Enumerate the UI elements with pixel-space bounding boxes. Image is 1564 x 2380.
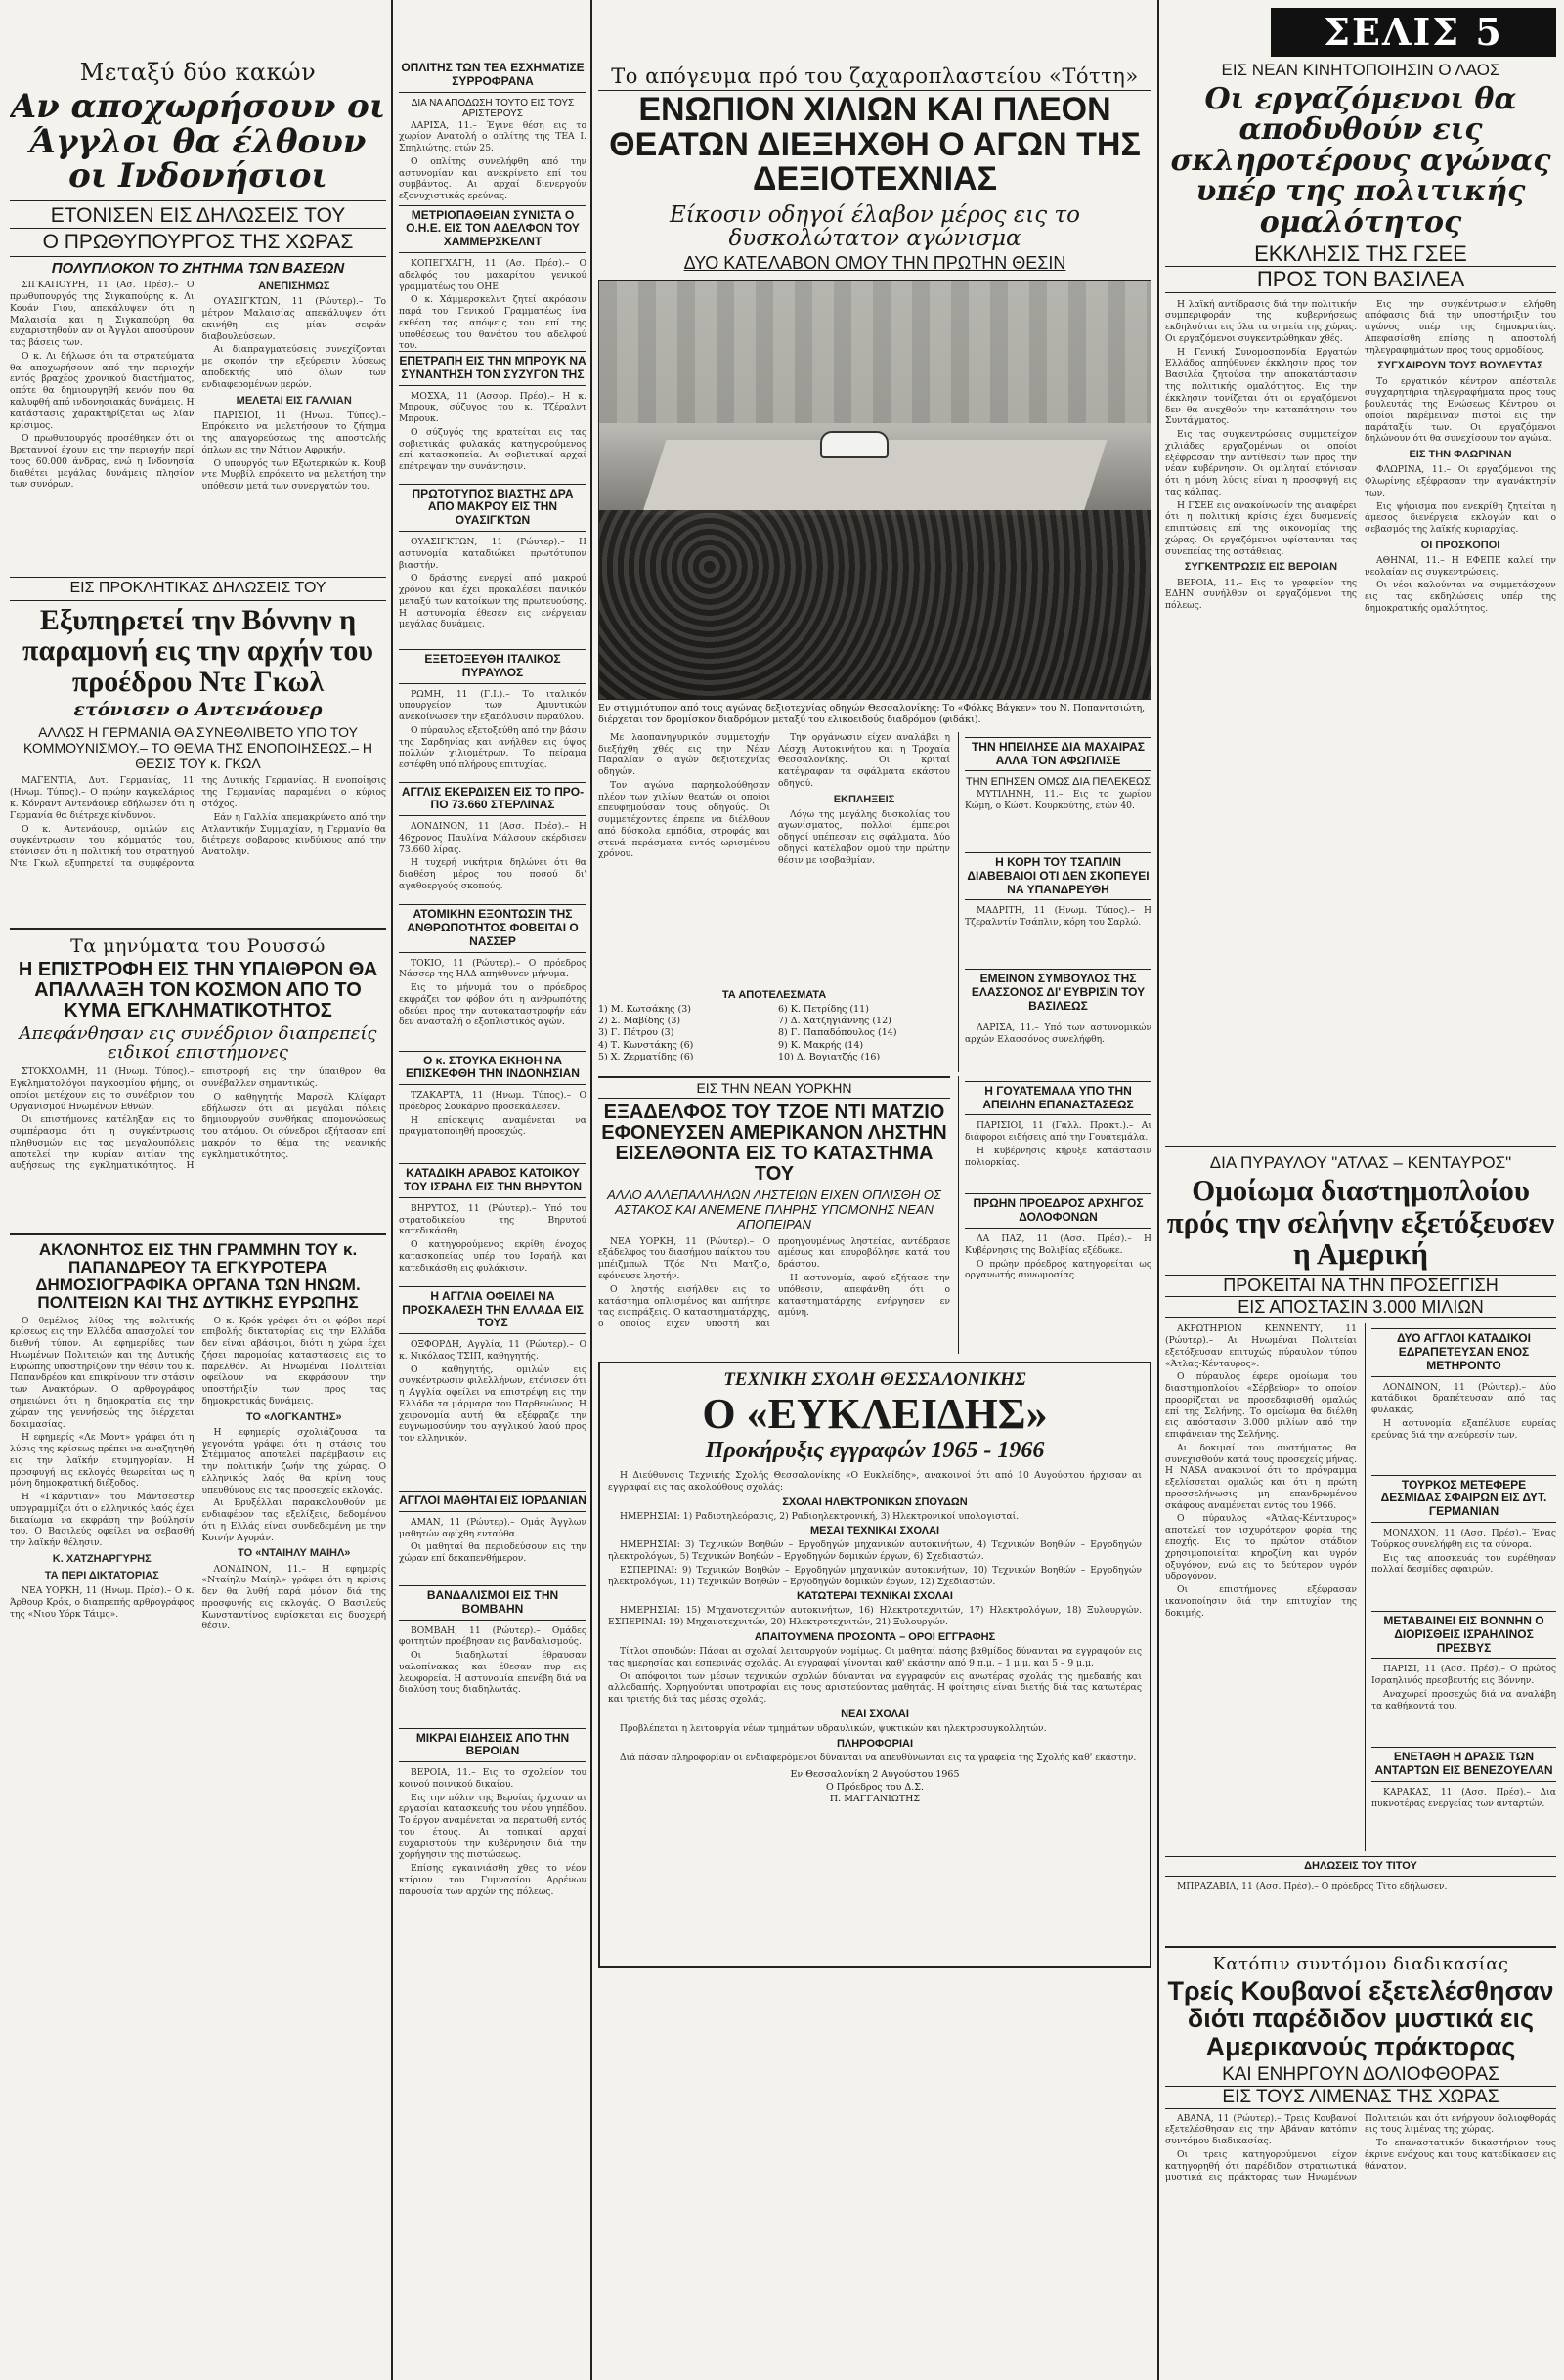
side-briefs: [958, 732, 1151, 1072]
school-section: ΠΛΗΡΟΦΟΡΙΑΙ: [836, 1737, 914, 1750]
school-advertisement: ΤΕΧΝΙΚΗ ΣΧΟΛΗ ΘΕΣΣΑΛΟΝΙΚΗΣ Ο «ΕΥΚΛΕΙΔΗΣ» Προκήρυξις εγγραφών 1965 - 1966 Η Διεύθυνσις Τεχνικής Σχολής Θεσσαλονίκης «Ο Ευκλείδης», ανακοινοί ότι από 10 Αυγούστου ήρχισαν αι εγγραφαί εις τας ακολούθους σχολάς: ΣΧΟΛΑΙ ΗΛΕΚΤΡΟΝΙΚΩΝ ΣΠΟΥΔΩΝ ΗΜΕΡΗΣΙΑΙ: 1) Ραδιοτηλεόρασις, 2) Ραδιοηλεκτρονική, 3) Ηλεκτρονικοί υπολογισταί. ΜΕΣΑΙ ΤΕΧΝΙΚΑΙ ΣΧΟΛΑΙ ΗΜΕΡΗΣΙΑΙ: 3) Τεχνικών Βοηθών – Εργοδηγών μηχανικών αυτοκινήτων, 4) Τεχνικών Βοηθών – Εργοδηγών ηλεκτρολόγων, 5) Τεχνικών Βοηθών – Εργοδηγών δομικών έργων, 6) Σχεδιαστών. ΕΣΠΕΡΙΝΑΙ: 9) Τεχνικών Βοηθών – Εργοδηγών μηχανικών αυτοκινήτων, 10) Τεχνικών Βοηθών – Εργοδηγών ηλεκτρολόγων, 11) Τεχνικών Βοηθών – Εργοδηγών δομικών έργων, 12) Σχεδιαστών. ΚΑΤΩΤΕΡΑΙ ΤΕΧΝΙΚΑΙ ΣΧΟΛΑΙ ΗΜΕΡΗΣΙΑΙ: 15) Μηχανοτεχνιτών αυτοκινήτων, 16) Ηλεκτροτεχνιτών, 17) Ηλεκτρολόγων, 18) Ξυλουργών. ΕΣΠΕΡΙΝΑΙ: 19) Μηχανοτεχνιτών, 20) Ηλεκτροτεχνιτών, 21) Ξυλουργών. ΑΠΑΙΤΟΥΜΕΝΑ ΠΡΟΣΟΝΤΑ – ΟΡΟΙ ΕΓΓΡΑΦΗΣ Τίτλοι σπουδών: Πάσαι αι σχολαί λειτουργούν νομίμως. Οι μαθηταί πάσης βαθμίδος δύνανται να εγγραφούν εις τας ημερησίας και εσπερινάς σχολάς. Αι εγγραφαί γίνονται καθ' εκάστην από 9 π.μ. – 1 μ.μ. και 5 – 9 μ.μ. Οι απόφοιτοι των μέσων τεχνικών σχολών δύνανται να εγγραφούν εις ανωτέρας σχολάς της ημεδαπής και αλλοδαπής. Χορηγούνται υποτροφίαι εις τους αριστεύοντας μαθητάς. Η φοίτησις είναι διετής διά τας κατωτέρας και τριετής διά τας μέσας σχολάς. ΝΕΑΙ ΣΧΟΛΑΙ Προβλέπεται η λειτουργία νέων τμημάτων υδραυλικών, ψυκτικών και ηλεκτροσυγκολλητών. ΠΛΗΡΟΦΟΡΙΑΙ Διά πάσαν πληροφορίαν οι ενδιαφερόμενοι δύνανται να απευθύνωνται εις τα γραφεία της Σχολής καθ' εκάστην. Εν Θεσσαλονίκη 2 Αυγούστου 1965 Ο Πρόεδρος του Δ.Σ. Π. ΜΑΓΓΑΝΙΩΤΗΣ: [598, 1362, 1151, 1968]
headline: ΑΓΓΛΟΙ ΜΑΘΗΤΑΙ ΕΙΣ ΙΟΡΔΑΝΙΑΝ: [399, 1491, 586, 1512]
subheadline: ΔΥΟ ΚΑΤΕΛΑΒΟΝ ΟΜΟΥ ΤΗΝ ΠΡΩΤΗΝ ΘΕΣΙΝ: [683, 253, 1066, 274]
headline: Ο κ. ΣΤΟΥΚΑ ΕΚΗΘΗ ΝΑ ΕΠΙΣΚΕΦΘΗ ΤΗΝ ΙΝΔΟΝΗΣΙΑΝ: [399, 1051, 586, 1086]
headline: ΕΜΕΙΝΟΝ ΣΥΜΒΟΥΛΟΣ ΤΗΣ ΕΛΑΣΣΟΝΟΣ ΔΙ' ΕΥΒΡΙΣΙΝ ΤΟΥ ΒΑΣΙΛΕΩΣ: [965, 969, 1151, 1017]
headline: ΤΗΝ ΗΠΕΙΛΗΣΕ ΔΙΑ ΜΑΧΑΙΡΑΣ ΑΛΛΑ ΤΟΝ ΑΦΩΠΛΙΣΕ: [965, 737, 1151, 772]
result-item: 10) Δ. Βογιατζής (16): [778, 1052, 881, 1063]
article-body: ΑΚΡΩΤΗΡΙΟΝ ΚΕΝΝΕΝΤΥ, 11 (Ρώυτερ).– Αι Ηνωμέναι Πολιτείαι εξετόξευσαν επιτυχώς πύραυλον τύπου «Άτλας-Κένταυρος». Ο πύραυλος έφερε ομοίωμα του διαστημοπλοίου «Σέρβεϋορ» το οποίον προορίζεται να προσεδαφισθή ομαλώς επί της Σελήνης. Το ομοίωμα θα διέλθη εις απόστασιν 3.000 μιλίων από την επιφάνειαν της Σελήνης. Αι δοκιμαί του συστήματος θα συνεχισθούν κατά τους προσεχείς μήνας. Η NASA ανακοινοί ότι το πρόγραμμα εξελίσσεται ομαλώς και ότι η πρώτη προσσελήνωσις μη επανδρωμένου σκάφους αναμένεται εντός του 1966. Ο πύραυλος «Άτλας-Κένταυρος» αποτελεί τον ισχυρότερον φορέα της εποχής. Εις το πρώτον στάδιον χρησιμοποιείται κηροζίνη και υγρόν οξυγόνον, ενώ εις το δεύτερον υγρόν υδρογόνον. Οι επιστήμονες εξέφρασαν ικανοποίησιν διά την επιτυχίαν της δοκιμής.: [1165, 1323, 1357, 1619]
results-list: [598, 1004, 950, 1072]
article-body: ΛΟΝΔΙΝΟΝ, 11 (Ρώυτερ).– Δύο κατάδικοι δραπέτευσαν από τας φυλακάς. Η αστυνομία εξαπέλυσε ευρείας ερεύνας διά την ανεύρεσίν των.: [1371, 1381, 1556, 1441]
subhead: ΑΝΕΠΙΣΗΜΩΣ: [258, 281, 330, 293]
school-section: ΝΕΑΙ ΣΧΟΛΑΙ: [841, 1708, 909, 1720]
headline: ΜΕΤΑΒΑΙΝΕΙ ΕΙΣ ΒΟΝΝΗΝ Ο ΔΙΟΡΙΣΘΕΙΣ ΙΣΡΑΗΛΙΝΟΣ ΠΡΕΣΒΥΣ: [1371, 1611, 1556, 1659]
headline: Η ΓΟΥΑΤΕΜΑΛΑ ΥΠΟ ΤΗΝ ΑΠΕΙΛΗΝ ΕΠΑΝΑΣΤΑΣΕΩΣ: [965, 1081, 1151, 1116]
dateline: ΤΖΑΚΑΡΤΑ, 11 (Ηνωμ. Τύπος).– Ο πρόεδρος Σουκάρνο προσεκάλεσεν.: [399, 1090, 586, 1112]
article-body: ΣΤΟΚΧΟΛΜΗ, 11 (Ηνωμ. Τύπος).– Εγκληματολόγοι παγκοσμίου φήμης, οι οποίοι μετέχουν εις το συνέδριον του Οργανισμού Ηνωμένων Εθνών. Οι επιστήμονες κατέληξαν εις το συμπέρασμα ότι η συγκέντρωσις πληθυσμών εις τας μεγαλουπόλεις αποτελεί την κυρίαν αιτίαν της αυξήσεως της εγκληματικότητος. Η επιστροφή εις την ύπαιθρον θα συνέβαλλεν σημαντικώς. Ο καθηγητής Μαρσέλ Κλίφαρτ εδήλωσεν ότι αι μεγάλαι πόλεις δημιουργούν συνθήκας απομονώσεως του ατόμου. Οι σύνεδροι εξήτασαν επί μακρόν το θέμα της νεανικής εγκληματικότητος.: [10, 1066, 386, 1172]
kicker: Το απόγευμα πρό του ζαχαροπλαστείου «Τόττη»: [611, 65, 1139, 88]
headline: ΑΚΛΟΝΗΤΟΣ ΕΙΣ ΤΗΝ ΓΡΑΜΜΗΝ ΤΟΥ κ. ΠΑΠΑΝΔΡΕΟΥ ΤΑ ΕΓΚΥΡΟΤΕΡΑ ΔΗΜΟΣΙΟΓΡΑΦΙΚΑ ΟΡΓΑΝΑ ΤΩΝ ΗΝΩΜ. ΠΟΛΙΤΕΙΩΝ ΚΑΙ ΤΗΣ ΔΥΤΙΚΗΣ ΕΥΡΩΠΗΣ: [35, 1240, 361, 1312]
article-body: ΜΑΔΡΙΤΗ, 11 (Ηνωμ. Τύπος).– Η Τζεραλντίν Τσάπλιν, κόρη του Σαρλώ.: [965, 905, 1151, 929]
subheadline: ΠΡΟΣ ΤΟΝ ΒΑΣΙΛΕΑ: [1165, 267, 1556, 292]
article-body: ΛΑ ΠΑΖ, 11 (Ασσ. Πρέσ).– Η Κυβέρνησις της Βολιβίας εξέδωκε. Ο πρώην πρόεδρος κατηγορείται ως οργανωτής συνωμοσίας.: [965, 1233, 1151, 1281]
result-item: 1) Μ. Κωτσάκης (3): [598, 1003, 691, 1015]
headline: ΠΡΩΤΟΤΥΠΟΣ ΒΙΑΣΤΗΣ ΔΡΑ ΑΠΟ ΜΑΚΡΟΥ ΕΙΣ ΤΗΝ ΟΥΑΣΙΓΚΤΩΝ: [399, 484, 586, 532]
school-section: ΜΕΣΑΙ ΤΕΧΝΙΚΑΙ ΣΧΟΛΑΙ: [809, 1525, 940, 1537]
subhead: ΣΥΓΧΑΙΡΟΥΝ ΤΟΥΣ ΒΟΥΛΕΥΤΑΣ: [1377, 360, 1543, 372]
dateline: ΝΕΑ ΥΟΡΚΗ, 11 (Ηνωμ. Πρέσ).– Ο κ. Άρθουρ Κρόκ, ο διαπρεπής αρθρογράφος της «Νιου Υόρκ Τάιμς».: [10, 1585, 195, 1620]
headline: ΑΤΟΜΙΚΗΝ ΕΞΟΝΤΩΣΙΝ ΤΗΣ ΑΝΘΡΩΠΟΤΗΤΟΣ ΦΟΒΕΙΤΑΙ Ο ΝΑΣΣΕΡ: [399, 904, 586, 952]
article-body: ΡΩΜΗ, 11 (Γ.Ι.).– Το ιταλικόν υπουργείον των Αμυντικών ανεκοίνωσεν την εξαπόλυσιν πυραύλου. Ο πύραυλος εξετοξεύθη από την βάσιν της Σαρδηνίας και ανήλθεν εις ύψος πολλών χιλιομέτρων. Το πείραμα εστέφθη υπό πλήρους επιτυχίας.: [399, 688, 586, 771]
headline: Ομοίωμα διαστημοπλοίου πρός την σελήνην εξετόξευσεν η Αμερική: [1166, 1173, 1555, 1272]
school-section: ΣΧΟΛΑΙ ΗΛΕΚΤΡΟΝΙΚΩΝ ΣΠΟΥΔΩΝ: [782, 1495, 968, 1508]
subhead: ΕΚΠΛΗΞΕΙΣ: [833, 793, 895, 805]
subheadline: ετόνισεν ο Αντενάουερ: [73, 699, 323, 721]
subhead: ΟΙ ΠΡΟΣΚΟΠΟΙ: [1420, 539, 1500, 551]
section-head: ΠΟΛΥΠΛΟΚΟΝ ΤΟ ΖΗΤΗΜΑ ΤΩΝ ΒΑΣΕΩΝ: [51, 260, 345, 278]
subheadline: Απεφάνθησαν εις συνέδριον διαπρεπείς ειδικοί επιστήμονες: [19, 1023, 377, 1063]
dateline: ΠΑΡΙΣΙΟΙ, 11 (Ηνωμ. Τύπος).– Επρόκειτο να μελετήσουν το ζήτημα της απαγορεύσεως της αποστολής όπλων εις την Νότιον Αφρικήν.: [201, 410, 386, 455]
kicker: Μεταξύ δύο κακών: [79, 59, 317, 86]
side-briefs: [958, 1076, 1151, 1354]
headline: ΒΑΝΔΑΛΙΣΜΟΙ ΕΙΣ ΤΗΝ ΒΟΜΒΑΗΝ: [399, 1585, 586, 1621]
dateline: ΣΙΓΚΑΠΟΥΡΗ, 11 (Ασ. Πρέσ).– Ο πρωθυπουργός της Σιγκαπούρης κ. Λι Κουάν Γιου, απεκάλυψεν ότι η Μαλαισία και η Σιγκαπούρη θα ευχαριστηθούν αν οι Άγγλοι αποσύρουν τας βάσεις των.: [10, 280, 195, 349]
dateline: ΒΗΡΥΤΟΣ, 11 (Ρώυτερ).– Υπό του στρατοδικείου της Βηρυτού κατεδικάσθη.: [399, 1202, 586, 1237]
dateline: ΛΑΡΙΣΑ, 11.– Έγινε θέση εις το χωρίον Ανατολή ο οπλίτης της ΤΕΑ Ι. Σπηλιώτης, ετών 25.: [399, 119, 586, 154]
school-title: Ο «ΕΥΚΛΕΙΔΗΣ»: [702, 1389, 1048, 1438]
column-1: [10, 0, 386, 2380]
article-body: ΟΥΑΣΙΓΚΤΩΝ, 11 (Ρώυτερ).– Η αστυνομία καταδιώκει πρωτότυπον βιαστήν. Ο δράστης ενεργεί από μακρού χρόνου και έχει προκαλέσει πανικόν μεταξύ των κατοίκων της πρωτευούσης. Η αστυνομία έθεσεν εις ενέργειαν μεγάλας δυνάμεις.: [399, 536, 586, 630]
result-item: 5) Χ. Ζερματίδης (6): [598, 1052, 694, 1063]
dateline: ΜΑΓΕΝΤΙΑ, Δυτ. Γερμανίας, 11 (Ηνωμ. Τύπος).– Ο πρώην καγκελάριος κ. Κόνραντ Αντενάουερ εδήλωσεν ότι η Γερμανία θα διέτρεχε κίνδυνον.: [10, 775, 195, 821]
signature: Κ. ΧΑΤΖΗΑΡΓΥΡΗΣ: [52, 1552, 152, 1565]
event-photo: [598, 280, 1151, 700]
kicker: Τα μηνύματα του Ρουσσώ: [70, 935, 326, 958]
subheadline: ΑΛΛΟ ΑΛΛΕΠΑΛΛΗΛΩΝ ΛΗΣΤΕΙΩΝ ΕΙΧΕΝ ΟΠΛΙΣΘΗ ΟΣ ΑΣΤΑΚΟΣ ΚΑΙ ΑΝΕΜΕΝΕ ΠΛΗΡΗΣ ΥΠΟΜΟΝΗΣ ΝΕΑΝ ΑΠΟΠΕΙΡΑΝ: [607, 1187, 941, 1232]
subheadline: ΕΚΚΛΗΣΙΣ ΤΗΣ ΓΣΕΕ: [1165, 241, 1556, 267]
headline: ΕΠΕΤΡΑΠΗ ΕΙΣ ΤΗΝ ΜΠΡΟΥΚ ΝΑ ΣΥΝΑΝΤΗΣΗ ΤΟΝ ΣΥΖΥΓΟΝ ΤΗΣ: [399, 351, 586, 386]
result-item: 6) Κ. Πετρίδης (11): [778, 1003, 869, 1015]
headline: ΚΑΤΑΔΙΚΗ ΑΡΑΒΟΣ ΚΑΤΟΙΚΟΥ ΤΟΥ ΙΣΡΑΗΛ ΕΙΣ ΤΗΝ ΒΗΡΥΤΟΝ: [399, 1163, 586, 1198]
divider: [1165, 1146, 1556, 1147]
article-body: ΜΟΣΧΑ, 11 (Ασσορ. Πρέσ).– Η κ. Μπρουκ, σύζυγος του κ. Τζέραλντ Μπρουκ. Ο σύζυγός της κρατείται εις τας σοβιετικάς φυλακάς κατηγορούμενος επί κατασκοπεία. Αι σοβιετικαί αρχαί επέτρεψαν την συνάντησιν.: [399, 390, 586, 473]
article-body: ΛΑΡΙΣΑ, 11.– Έγινε θέση εις το χωρίον Ανατολή ο οπλίτης της ΤΕΑ Ι. Σπηλιώτης, ετών 25. Ο οπλίτης συνελήφθη από την αστυνομίαν και ανεκρίνετο επί του συμβάντος. Αι αρχαί διενεργούν εξονυχιστικάς ερεύνας.: [399, 119, 586, 202]
headline: ΕΞΑΔΕΛΦΟΣ ΤΟΥ ΤΖΟΕ ΝΤΙ ΜΑΤΖΙΟ ΕΦΟΝΕΥΣΕΝ ΑΜΕΡΙΚΑΝΟΝ ΛΗΣΤΗΝ ΕΙΣΕΛΘΟΝΤΑ ΕΙΣ ΤΟ ΚΑΤΑΣΤΗΜΑ ΤΟΥ: [601, 1101, 947, 1185]
subhead: ΣΥΓΚΕΝΤΡΩΣΙΣ ΕΙΣ ΒΕΡΟΙΑΝ: [1184, 561, 1338, 574]
dateline: ΡΩΜΗ, 11 (Γ.Ι.).– Το ιταλικόν υπουργείον των Αμυντικών ανεκοίνωσεν την εξαπόλυσιν πυραύλου.: [399, 688, 586, 723]
subheadline: ΚΑΙ ΕΝΗΡΓΟΥΝ ΔΟΛΙΟΦΘΟΡΑΣ: [1165, 2064, 1556, 2087]
school-name: ΤΕΧΝΙΚΗ ΣΧΟΛΗ ΘΕΣΣΑΛΟΝΙΚΗΣ: [723, 1368, 1026, 1390]
side-briefs: [1365, 1323, 1556, 1851]
dateline: ΑΜΑΝ, 11 (Ρώυτερ).– Ομάς Άγγλων μαθητών αφίχθη ενταύθα.: [399, 1516, 586, 1539]
crowd-in-photo: [599, 510, 1151, 699]
dateline: ΟΥΑΣΙΓΚΤΩΝ, 11 (Ρώυτερ).– Η αστυνομία καταδιώκει πρωτότυπον βιαστήν.: [399, 536, 586, 571]
article-body: ΤΖΑΚΑΡΤΑ, 11 (Ηνωμ. Τύπος).– Ο πρόεδρος Σουκάρνο προσεκάλεσεν. Η επίσκεψις αναμένεται να πραγματοποιηθή προσεχώς.: [399, 1090, 586, 1138]
subhead: ΜΕΛΕΤΑΙ ΕΙΣ ΓΑΛΛΙΑΝ: [236, 394, 352, 407]
dateline: ΤΟΚΙΟ, 11 (Ρώυτερ).– Ο πρόεδρος Νάσσερ της ΗΑΔ απηύθυνεν μήνυμα.: [399, 957, 586, 980]
article-body: ΒΗΡΥΤΟΣ, 11 (Ρώυτερ).– Υπό του στρατοδικείου της Βηρυτού κατεδικάσθη. Ο κατηγορούμενος εκρίθη ένοχος κατασκοπείας υπέρ του Ισραήλ και κατεδικάσθη εις φυλάκισιν.: [399, 1202, 586, 1274]
article-body: ΑΜΑΝ, 11 (Ρώυτερ).– Ομάς Άγγλων μαθητών αφίχθη ενταύθα. Οι μαθηταί θα περιοδεύσουν εις την χώραν επί δεκαπενθήμερον.: [399, 1516, 586, 1565]
school-signature: Εν Θεσσαλονίκη 2 Αυγούστου 1965 Ο Πρόεδρος του Δ.Σ. Π. ΜΑΓΓΑΝΙΩΤΗΣ: [790, 1769, 960, 1805]
headline: Εξυπηρετεί την Βόννην η παραμονή εις την αρχήν του προέδρου Ντε Γκωλ: [22, 603, 373, 698]
headline: ΜΙΚΡΑΙ ΕΙΔΗΣΕΙΣ ΑΠΟ ΤΗΝ ΒΕΡΟΙΑΝ: [399, 1728, 586, 1763]
ny-story: [598, 1076, 950, 1354]
headline: Η ΕΠΙΣΤΡΟΦΗ ΕΙΣ ΤΗΝ ΥΠΑΙΘΡΟΝ ΘΑ ΑΠΑΛΛΑΞΗ ΤΟΝ ΚΟΣΜΟΝ ΑΠΟ ΤΟ ΚΥΜΑ ΕΓΚΛΗΜΑΤΙΚΟΤΗΤΟΣ: [18, 959, 378, 1022]
subheadline: ΕΙΣ ΑΠΟΣΤΑΣΙΝ 3.000 ΜΙΛΙΩΝ: [1165, 1296, 1556, 1319]
subheadline: ΠΡΟΚΕΙΤΑΙ ΝΑ ΤΗΝ ΠΡΟΣΕΓΓΙΣΗ: [1165, 1275, 1556, 1296]
school-section: ΚΑΤΩΤΕΡΑΙ ΤΕΧΝΙΚΑΙ ΣΧΟΛΑΙ: [797, 1590, 953, 1603]
article-body: ΚΟΠΕΓΧΑΓΗ, 11 (Ασ. Πρέσ).– Ο αδελφός του μακαρίτου γενικού γραμματέως του ΟΗΕ. Ο κ. Χάμμερσκελντ ζητεί ακρόασιν παρά του Γενικού Γραμματέως ίνα εκθέση τας απόψεις του επί της υποθέσεως του θανάτου του αδελφού του.: [399, 257, 586, 352]
page-number-badge: ΣΕΛΙΣ 5: [1271, 8, 1556, 57]
article-body: ΛΟΝΔΙΝΟΝ, 11 (Ασσ. Πρέσ).– Η 46χρονος Παυλίνα Μάλσουν εκέρδισεν 73.660 λίρας. Η τυχερή νικήτρια δηλώνει ότι θα διαθέση μέρος του ποσού δι' αγαθοεργούς σκοπούς.: [399, 821, 586, 891]
school-subtitle: Προκήρυξις εγγραφών 1965 - 1966: [705, 1438, 1045, 1464]
article-body: ΝΕΑ ΥΟΡΚΗ, 11 (Ρώυτερ).– Ο εξάδελφος του διασήμου παίκτου του μπέιζμπωλ Τζόε Ντι Ματζιο, εφόνευσε ληστήν. Ο ληστής εισήλθεν εις το κατάστημα οπλισμένος και απήτησε τας εισπράξεις. Ο καταστηματάρχης, ο οποίος είχεν υποστή και προηγουμένως ληστείας, αντέδρασε αμέσως και επυροβόλησε κατά του δράστου. Η αστυνομία, αφού εξήτασε την υπόθεσιν, απεφάνθη ότι ο καταστηματάρχης ενήργησεν εν αμύνη.: [598, 1235, 950, 1330]
headline: ΕΞΕΤΟΞΕΥΘΗ ΙΤΑΛΙΚΟΣ ΠΥΡΑΥΛΟΣ: [399, 649, 586, 684]
article-body: ΒΟΜΒΑΗ, 11 (Ρώυτερ).– Ομάδες φοιτητών προέβησαν εις βανδαλισμούς. Οι διαδηλωταί έθραυσαν υαλοπίνακας και έθεσαν πυρ εις λεωφορεία. Η αστυνομία επενέβη διά να διαλύση τους διαδηλωτάς.: [399, 1624, 586, 1696]
article-body: ΑΒΑΝΑ, 11 (Ρώυτερ).– Τρεις Κουβανοί εξετελέσθησαν εις την Αβάναν κατόπιν συντόμου διαδικασίας. Οι τρεις κατηγορούμενοι είχον κατηγορηθή ότι παρέδιδον στρατιωτικά μυστικά εις πράκτορας των Ηνωμένων Πολιτειών και ότι ενήργουν δολιοφθοράς εις τους λιμένας της χώρας. Το επαναστατικόν δικαστήριον τους έκρινε ενόχους και τους κατεδίκασεν εις θάνατον.: [1165, 2112, 1556, 2184]
divider: [1165, 1946, 1556, 1948]
kicker: ΔΙΑ ΠΥΡΑΥΛΟΥ "ΑΤΛΑΣ – ΚΕΝΤΑΥΡΟΣ": [1209, 1152, 1512, 1172]
headline: Τρείς Κουβανοί εξετελέσθησαν διότι παρέδιδον μυστικά εις Αμερικανούς πράκτορας: [1167, 1975, 1554, 2061]
school-intro: Η Διεύθυνσις Τεχνικής Σχολής Θεσσαλονίκης «Ο Ευκλείδης», ανακοινοί ότι από 10 Αυγούστου ήρχισαν αι εγγραφαί εις τας ακολούθους σχολάς:: [608, 1470, 1142, 1493]
subheadline: ΕΙΣ ΤΟΥΣ ΛΙΜΕΝΑΣ ΤΗΣ ΧΩΡΑΣ: [1165, 2087, 1556, 2109]
dateline: ΣΤΟΚΧΟΛΜΗ, 11 (Ηνωμ. Τύπος).– Εγκληματολόγοι παγκοσμίου φήμης, οι οποίοι μετέχουν εις το συνέδριον του Οργανισμού Ηνωμένων Εθνών.: [10, 1066, 195, 1112]
result-item: 4) Τ. Κωνστάκης (6): [598, 1039, 694, 1051]
column-3: [598, 0, 1151, 2380]
subhead: ΤΑ ΠΕΡΙ ΔΙΚΤΑΤΟΡΙΑΣ: [44, 1570, 159, 1581]
headline: ΑΓΓΛΙΣ ΕΚΕΡΔΙΣΕΝ ΕΙΣ ΤΟ ΠΡΟ-ΠΟ 73.660 ΣΤΕΡΛΙΝΑΣ: [399, 782, 586, 817]
headline: Αν αποχωρήσουν οι Άγγλοι θα έλθουν οι Ινδονήσιοι: [10, 87, 386, 196]
kicker: ΕΙΣ ΝΕΑΝ ΚΙΝΗΤΟΠΟΙΗΣΙΝ Ο ΛΑΟΣ: [1221, 61, 1500, 79]
article-body: ΜΠΡΑΖΑΒΙΛ, 11 (Ασσ. Πρέσ).– Ο πρόεδρος Τίτο εδήλωσεν.: [1177, 1881, 1448, 1892]
dateline: ΒΟΜΒΑΗ, 11 (Ρώυτερ).– Ομάδες φοιτητών προέβησαν εις βανδαλισμούς.: [399, 1624, 586, 1648]
subheadline: ΔΙΑ ΝΑ ΑΠΟΔΩΣΗ ΤΟΥΤΟ ΕΙΣ ΤΟΥΣ ΑΡΙΣΤΕΡΟΥΣ: [411, 97, 575, 120]
article-body: Ο θεμέλιος λίθος της πολιτικής κρίσεως εις την Ελλάδα απασχολεί τον διεθνή τύπον. Αι εφημερίδες των Ηνωμένων Πολιτειών και της Δυτικής Ευρώπης υποστηρίζουν την θέσιν του κ. Παπανδρέου και επικρίνουν την στάσιν των Ανακτόρων. Ο αρθρογράφος σημειώνει ότι η δημοκρατία εις την χώραν της γεννήσεώς της διέρχεται δοκιμασίας. Η εφημερίς «Λε Μοντ» γράφει ότι η λύσις της κρίσεως πρέπει να αναζητηθή εις την λαϊκήν ετυμηγορίαν. Η προσφυγή εις εκλογάς θεωρείται ως η μόνη δημοκρατική διέξοδος. Η «Γκάρντιαν» του Μάντσεστερ υπογραμμίζει ότι ο ελληνικός λαός έχει δικαίωμα να εκφράση την βούλησίν του. Ο Βασιλεύς οφείλει να σεβασθή την λαϊκήν θέλησιν. Κ. ΧΑΤΖΗΑΡΓΥΡΗΣ ΤΑ ΠΕΡΙ ΔΙΚΤΑΤΟΡΙΑΣ ΝΕΑ ΥΟΡΚΗ, 11 (Ηνωμ. Πρέσ).– Ο κ. Άρθουρ Κρόκ, ο διαπρεπής αρθρογράφος της «Νιου Υόρκ Τάιμς». Ο κ. Κρόκ γράφει ότι οι φόβοι περί επιβολής δικτατορίας εις την Ελλάδα δεν είναι αβάσιμοι, διότι η χώρα έχει ζήσει παρομοίας καταστάσεις εις το παρελθόν. Αι Ηνωμέναι Πολιτείαι οφείλουν να εκφράσουν την υποστήριξίν των προς τας δημοκρατικάς δυνάμεις. ΤΟ «ΛΟΓΚΑΝΤΗΣ» Η εφημερίς σχολιάζουσα τα γεγονότα γράφει ότι η στάσις του Στέμματος αποτελεί παρέμβασιν εις την πολιτικήν ζωήν της χώρας. Ο ελληνικός λαός θα κρίνη τους υπευθύνους εις τας προσεχείς εκλογάς. Αι Βρυξέλλαι παρακολουθούν με ενδιαφέρον τας εξελίξεις, δεδομένου ότι η Ελλάς είναι συνδεδεμένη με την Κοινήν Αγοράν. ΤΟ «ΝΤΑΙΗΛΥ ΜΑΙΗΛ» ΛΟΝΔΙΝΟΝ, 11.– Η εφημερίς «Νταίηλυ Μαίηλ» γράφει ότι η κρίσις δεν θα λυθή παρά μόνον διά της προσφυγής εις εκλογάς. Ο Βασιλεύς Κωνσταντίνος ευρίσκεται εις δυσχερή θέσιν.: [10, 1315, 386, 1632]
result-item: 2) Σ. Μαβίδης (3): [598, 1016, 681, 1027]
main-article: [598, 732, 950, 1072]
headline: ΔΗΛΩΣΕΙΣ ΤΟΥ ΤΙΤΟΥ: [1165, 1856, 1556, 1877]
photo-caption: Εν στιγμιότυπον από τους αγώνας δεξιοτεχνίας οδηγών Θεσσαλονίκης: Το «Φόλκς Βάγκεν» του Ν. Ποπανιτσιώτη, διέρχεται τον δρομίσκον διαδρόμων μεταξύ του ελικοειδούς διαδρόμου (φιδάκι).: [598, 703, 1146, 725]
divider: [10, 928, 386, 930]
headline: ΜΕΤΡΙΟΠΑΘΕΙΑΝ ΣΥΝΙΣΤΑ Ο Ο.Η.Ε. ΕΙΣ ΤΟΝ ΑΔΕΛΦΟΝ ΤΟΥ ΧΑΜΜΕΡΣΚΕΛΝΤ: [399, 205, 586, 253]
school-section: ΑΠΑΙΤΟΥΜΕΝΑ ΠΡΟΣΟΝΤΑ – ΟΡΟΙ ΕΓΓΡΑΦΗΣ: [754, 1630, 996, 1643]
result-item: 3) Γ. Πέτρου (3): [598, 1027, 674, 1039]
kicker: Κατόπιν συντόμου διαδικασίας: [1212, 1953, 1509, 1974]
dateline: ΟΞΦΟΡΔΗ, Αγγλία, 11 (Ρώυτερ).– Ο κ. Νικόλαος ΤΣΙΠ, καθηγητής.: [399, 1339, 586, 1362]
headline: ΕΝΕΤΑΘΗ Η ΔΡΑΣΙΣ ΤΩΝ ΑΝΤΑΡΤΩΝ ΕΙΣ ΒΕΝΕΖΟΥΕΛΑΝ: [1371, 1747, 1556, 1782]
dateline: ΟΥΑΣΙΓΚΤΩΝ, 11 (Ρώυτερ).– Το μέτρον Μαλαισίας απεκάλυψεν ότι εκινήθη εις μίαν σειράν διαβουλεύσεων.: [201, 296, 386, 342]
article-body: ΟΞΦΟΡΔΗ, Αγγλία, 11 (Ρώυτερ).– Ο κ. Νικόλαος ΤΣΙΠ, καθηγητής. Ο καθηγητής, ομιλών εις συγκέντρωσιν φιλελλήνων, ετόνισεν ότι η Αγγλία οφείλει να επιστρέψη εις την Ελλάδα τα μάρμαρα του Παρθενώνος. Η χειρονομία αυτή θα εξέφραζε την ευγνωμοσύνην του αγγλικού λαού προς τον ελληνικόν.: [399, 1339, 586, 1445]
subhead: ΕΙΣ ΤΗΝ ΦΛΩΡΙΝΑΝ: [1409, 449, 1512, 461]
column-2: [399, 0, 586, 2380]
dateline: ΛΟΝΔΙΝΟΝ, 11 (Ασσ. Πρέσ).– Η 46χρονος Παυλίνα Μάλσουν εκέρδισεν 73.660 λίρας.: [399, 821, 586, 855]
subheadline: Είκοσιν οδηγοί έλαβον μέρος εις το δυσκολώτατον αγώνισμα: [669, 202, 1080, 252]
article-body: ΜΑΓΕΝΤΙΑ, Δυτ. Γερμανίας, 11 (Ηνωμ. Τύπος).– Ο πρώην καγκελάριος κ. Κόνραντ Αντενάουερ εδήλωσεν ότι η Γερμανία θα διέτρεχε κίνδυνον. Ο κ. Αντενάουερ, ομιλών εις συγκέντρωσιν του κόμματός του, ετόνισεν ότι η πολιτική του στρατηγού Ντε Γκωλ εξυπηρετεί τα συμφέροντα της Δυτικής Γερμανίας. Η ενοποίησις της Γερμανίας παραμένει ο κύριος στόχος. Εάν η Γαλλία απεμακρύνετο από την Ατλαντικήν Συμμαχίαν, η Γερμανία θα διέτρεχε σοβαρούς κινδύνους από την Ανατολήν.: [10, 775, 386, 869]
headline: ΕΝΩΠΙΟΝ ΧΙΛΙΩΝ ΚΑΙ ΠΛΕΟΝ ΘΕΑΤΩΝ ΔΙΕΞΗΧΘΗ Ο ΑΓΩΝ ΤΗΣ ΔΕΞΙΟΤΕΧΝΙΑΣ: [598, 90, 1151, 197]
subheadline: ΤΗΝ ΕΠΗΣΕΝ ΟΜΩΣ ΔΙΑ ΠΕΛΕΚΕΩΣ: [965, 776, 1151, 789]
headline: ΟΠΛΙΤΗΣ ΤΩΝ ΤΕΑ ΕΣΧΗΜΑΤΙΣΕ ΣΥΡΡΟΦΡΑΝΑ: [399, 59, 586, 93]
subheadline: ΑΛΛΩΣ Η ΓΕΡΜΑΝΙΑ ΘΑ ΣΥΝΕΘΛΙΒΕΤΟ ΥΠΟ ΤΟΥ ΚΟΜΜΟΥΝΙΣΜΟΥ.– ΤΟ ΘΕΜΑ ΤΗΣ ΕΝΟΠΟΙΗΣΕΩΣ.– Η ΘΕΣΙΣ ΤΟΥ κ. ΓΚΩΛ: [22, 724, 372, 772]
article-body: ΣΙΓΚΑΠΟΥΡΗ, 11 (Ασ. Πρέσ).– Ο πρωθυπουργός της Σιγκαπούρης κ. Λι Κουάν Γιου, απεκάλυψεν ότι η Μαλαισία και η Σιγκαπούρη θα ευχαριστηθούν αν οι Άγγλοι αποσύρουν τας βάσεις των. Ο κ. Λι δήλωσε ότι τα στρατεύματα θα αποχωρήσουν από την περιοχήν εντός βραχέος χρονικού διαστήματος, οπότε θα δημιουργηθή κενόν που θα καλυφθή από ινδονησιακάς δυνάμεις. Η κατάστασις χαρακτηρίζεται ως λίαν κρίσιμος. Ο πρωθυπουργός προσέθηκεν ότι οι Βρεταννοί έχουν εις την περιοχήν περί τους 60.000 άνδρας, ενώ η Ινδονησία διαθέτει μεγάλας δυνάμεις πλησίον των συνόρων. ΑΝΕΠΙΣΗΜΩΣ ΟΥΑΣΙΓΚΤΩΝ, 11 (Ρώυτερ).– Το μέτρον Μαλαισίας απεκάλυψεν ότι εκινήθη εις μίαν σειράν διαβουλεύσεων. Αι διαπραγματεύσεις συνεχίζονται με σκοπόν την εξεύρεσιν λύσεως αποδεκτής υπό όλων των ενδιαφερομένων μερών. ΜΕΛΕΤΑΙ ΕΙΣ ΓΑΛΛΙΑΝ ΠΑΡΙΣΙΟΙ, 11 (Ηνωμ. Τύπος).– Επρόκειτο να μελετήσουν το ζήτημα της απαγορεύσεως της αποστολής όπλων εις την Νότιον Αφρικήν. Ο υπουργός των Εξωτερικών κ. Κουβ ντε Μυρβίλ επρόκειτο να μελετήση την υπόθεσιν μετά των συνεργατών του.: [10, 280, 386, 493]
dateline: ΒΕΡΟΙΑ, 11.– Εις το σχολείον του κοινού ποινικού δικαίου.: [399, 1767, 586, 1790]
divider: [10, 1233, 386, 1235]
dateline: ΜΟΣΧΑ, 11 (Ασσορ. Πρέσ).– Η κ. Μπρουκ, σύζυγος του κ. Τζέραλντ Μπρουκ.: [399, 390, 586, 425]
subheadline: Ο ΠΡΩΘΥΠΟΥΡΓΟΣ ΤΗΣ ΧΩΡΑΣ: [10, 228, 386, 257]
subheadline: ΕΤΟΝΙΣΕΝ ΕΙΣ ΔΗΛΩΣΕΙΣ ΤΟΥ: [10, 200, 386, 228]
column-rule: [1157, 0, 1159, 2380]
article-body: ΜΟΝΑΧΟΝ, 11 (Ασσ. Πρέσ).– Ένας Τούρκος συνελήφθη εις τα σύνορα. Εις τας αποσκευάς του ευρέθησαν πολλαί δεσμίδες σφαιρών.: [1371, 1527, 1556, 1576]
subhead: ΤΟ «ΝΤΑΙΗΛΥ ΜΑΙΗΛ»: [238, 1547, 351, 1560]
article-body: Με λαοπανηγυρικόν συμμετοχήν διεξήχθη χθές εις την Νέαν Παραλίαν ο αγών δεξιοτεχνίας οδηγών. Τον αγώνα παρηκολούθησαν πλέον των χιλίων θεατών οι οποίοι επευφημούσαν τους οδηγούς. Οι συμμετέχοντες έπρεπε να διέλθουν από δύσκολα εμπόδια, στροφάς και στενά περάσματα εντός ωρισμένου χρόνου. Την οργάνωσιν είχεν αναλάβει η Λέσχη Αυτοκινήτου και η Τροχαία Θεσσαλονίκης. Οι κριταί κατέγραφαν τα σφάλματα εκάστου οδηγού. ΕΚΠΛΗΞΕΙΣ Λόγω της μεγάλης δυσκολίας του αγωνίσματος, πολλοί έμπειροι οδηγοί υπέπεσαν εις σφάλματα. Δύο οδηγοί κατέλαβον ομού την πρώτην θέσιν με ισοβαθμίαν.: [598, 731, 950, 866]
article-body: ΠΑΡΙΣΙ, 11 (Ασσ. Πρέσ).– Ο πρώτος Ισραηλινός πρεσβευτής εις Βόννην. Αναχωρεί προσεχώς διά να αναλάβη τα καθήκοντά του.: [1371, 1664, 1556, 1711]
headline: ΤΟΥΡΚΟΣ ΜΕΤΕΦΕΡΕ ΔΕΣΜΙΔΑΣ ΣΦΑΙΡΩΝ ΕΙΣ ΔΥΤ. ΓΕΡΜΑΝΙΑΝ: [1371, 1475, 1556, 1523]
headline: Η ΑΓΓΛΙΑ ΟΦΕΙΛΕΙ ΝΑ ΠΡΟΣΚΑΛΕΣΗ ΤΗΝ ΕΛΛΑΔΑ ΕΙΣ ΤΟΥΣ: [399, 1286, 586, 1334]
headline: ΠΡΩΗΝ ΠΡΟΕΔΡΟΣ ΑΡΧΗΓΟΣ ΔΟΛΟΦΟΝΩΝ: [965, 1193, 1151, 1229]
subhead: ΤΑ ΑΠΟΤΕΛΕΣΜΑΤΑ: [721, 988, 827, 1001]
subhead: ΤΟ «ΛΟΓΚΑΝΤΗΣ»: [245, 1410, 342, 1423]
article-body: ΤΟΚΙΟ, 11 (Ρώυτερ).– Ο πρόεδρος Νάσσερ της ΗΑΔ απηύθυνεν μήνυμα. Εις το μήνυμά του ο πρόεδρος εκφράζει τον φόβον ότι η ανθρωπότης οδεύει προς την αυτοκαταστροφήν εάν δεν ανασταλή ο εξοπλιστικός αγών.: [399, 957, 586, 1028]
headline: ΔΥΟ ΑΓΓΛΟΙ ΚΑΤΑΔΙΚΟΙ ΕΔΡΑΠΕΤΕΥΣΑΝ ΕΝΟΣ ΜΕΤΗΡΟΝΤΟ: [1371, 1328, 1556, 1376]
article-body: ΒΕΡΟΙΑ, 11.– Εις το σχολείον του κοινού ποινικού δικαίου. Εις την πόλιν της Βεροίας ήρχισαν αι εργασίαι κατασκευής του νέου γηπέδου. Το έργον αναμένεται να περατωθή εντός του έτους. Αι τοπικαί αρχαί ευχαριστούν την κυβέρνησιν διά την χορήγησιν της πιστώσεως. Επίσης εγκαινιάσθη χθες το νέον κτίριον του Γυμνασίου Αρρένων παρουσία των αρχών της πόλεως.: [399, 1767, 586, 1897]
article-body: Η λαϊκή αντίδρασις διά την πολιτικήν συμπεριφοράν της κυβερνήσεως εκδηλούται εις όλα τα σημεία της χώρας. Οι εργαζόμενοι συγκεντρώθηκαν χθές. Η Γενική Συνομοσπονδία Εργατών Ελλάδος απηύθυνεν έκκλησιν προς τον Βασιλέα ζητούσα την αποκατάστασιν της πολιτικής ομαλότητος. Εις την έκκλησιν τονίζεται ότι οι εργαζόμενοι δεν θα ανεχθούν την καταπάτησιν του Συντάγματος. Εις τας συγκεντρώσεις συμμετείχον χιλιάδες εργαζομένων οι οποίοι εξέφρασαν την αντίθεσίν των προς την νέαν κυβέρνησιν. Οι ομιληταί ετόνισαν ότι η μόνη λύσις είναι η προσφυγή εις τας κάλπας. Η ΓΣΕΕ εις ανακοίνωσίν της αναφέρει ότι η πολιτική κρίσις έχει δυσμενείς επιπτώσεις επί της οικονομίας της χώρας. Οι εργαζόμενοι υφίστανται τας συνεπείας της αστάθειας. ΣΥΓΚΕΝΤΡΩΣΙΣ ΕΙΣ ΒΕΡΟΙΑΝ ΒΕΡΟΙΑ, 11.– Εις το γραφείον της ΕΔΗΝ συνήλθον οι εργαζόμενοι της πόλεως. Εις την συγκέντρωσιν ελήφθη απόφασις διά την υποστήριξιν του αγώνος υπέρ της δημοκρατίας. Απεφασίσθη επίσης η αποστολή τηλεγραφημάτων προς τους αρμοδίους. ΣΥΓΧΑΙΡΟΥΝ ΤΟΥΣ ΒΟΥΛΕΥΤΑΣ Το εργατικόν κέντρον απέστειλε συγχαρητήρια τηλεγραφήματα προς τους βουλευτάς της Ενώσεως Κέντρου οι οποίοι παρέμειναν πιστοί εις την παράταξίν των. Οι εργαζόμενοι δηλώνουν ότι θα συνεχίσουν τον αγώνα. ΕΙΣ ΤΗΝ ΦΛΩΡΙΝΑΝ ΦΛΩΡΙΝΑ, 11.– Οι εργαζόμενοι της Φλωρίνης εξέφρασαν την αγανάκτησίν των. Εις ψήφισμα που ενεκρίθη ζητείται η άμεσος διενέργεια εκλογών και ο σεβασμός της λαϊκής κυριαρχίας. ΟΙ ΠΡΟΣΚΟΠΟΙ ΑΘΗΝΑΙ, 11.– Η ΕΦΕΠΕ καλεί την νεολαίαν εις συγκεντρώσεις. Οι νέοι καλούνται να συμμετάσχουν εις τας εκδηλώσεις υπέρ της δημοκρατικής ομαλότητος.: [1165, 298, 1556, 614]
column-rule: [391, 0, 393, 2380]
column-rule: [590, 0, 592, 2380]
result-item: 9) Κ. Μακρής (14): [778, 1039, 864, 1051]
section-head: ΕΙΣ ΤΗΝ ΝΕΑΝ ΥΟΡΚΗΝ: [598, 1076, 950, 1099]
section-head: ΕΙΣ ΠΡΟΚΛΗΤΙΚΑΣ ΔΗΛΩΣΕΙΣ ΤΟΥ: [10, 577, 386, 600]
result-item: 7) Δ. Χατζηγιάννης (12): [778, 1016, 891, 1027]
article-body: ΠΑΡΙΣΙΟΙ, 11 (Γαλλ. Πρακτ.).– Αι διάφοροι ειδήσεις από την Γουατεμάλα. Η κυβέρνησις κήρυξε κατάστασιν πολιορκίας.: [965, 1120, 1151, 1168]
headline: Η ΚΟΡΗ ΤΟΥ ΤΣΑΠΛΙΝ ΔΙΑΒΕΒΑΙΟΙ ΟΤΙ ΔΕΝ ΣΚΟΠΕΥΕΙ ΝΑ ΥΠΑΝΔΡΕΥΘΗ: [965, 852, 1151, 900]
article-body: ΜΥΤΙΛΗΝΗ, 11.– Εις το χωρίον Κώμη, ο Κώστ. Κουρκούτης, ετών 40.: [965, 789, 1151, 811]
dateline: ΚΟΠΕΓΧΑΓΗ, 11 (Ασ. Πρέσ).– Ο αδελφός του μακαρίτου γενικού γραμματέως του ΟΗΕ.: [399, 257, 586, 292]
headline: Οι εργαζόμενοι θα αποδυθούν εις σκληροτέρους αγώνας υπέρ της πολιτικής ομαλότητος: [1170, 81, 1551, 239]
result-item: 8) Γ. Παπαδόπουλος (14): [778, 1027, 897, 1039]
car-in-photo: [820, 431, 889, 458]
article-body: ΛΑΡΙΣΑ, 11.– Υπό των αστυνομικών αρχών Ελασσόνος συνελήφθη.: [965, 1021, 1151, 1045]
column-4: [1165, 0, 1556, 2380]
article-body: ΚΑΡΑΚΑΣ, 11 (Ασσ. Πρέσ).– Δια πυκνοτέρας ενεργείας των ανταρτών.: [1371, 1786, 1556, 1809]
